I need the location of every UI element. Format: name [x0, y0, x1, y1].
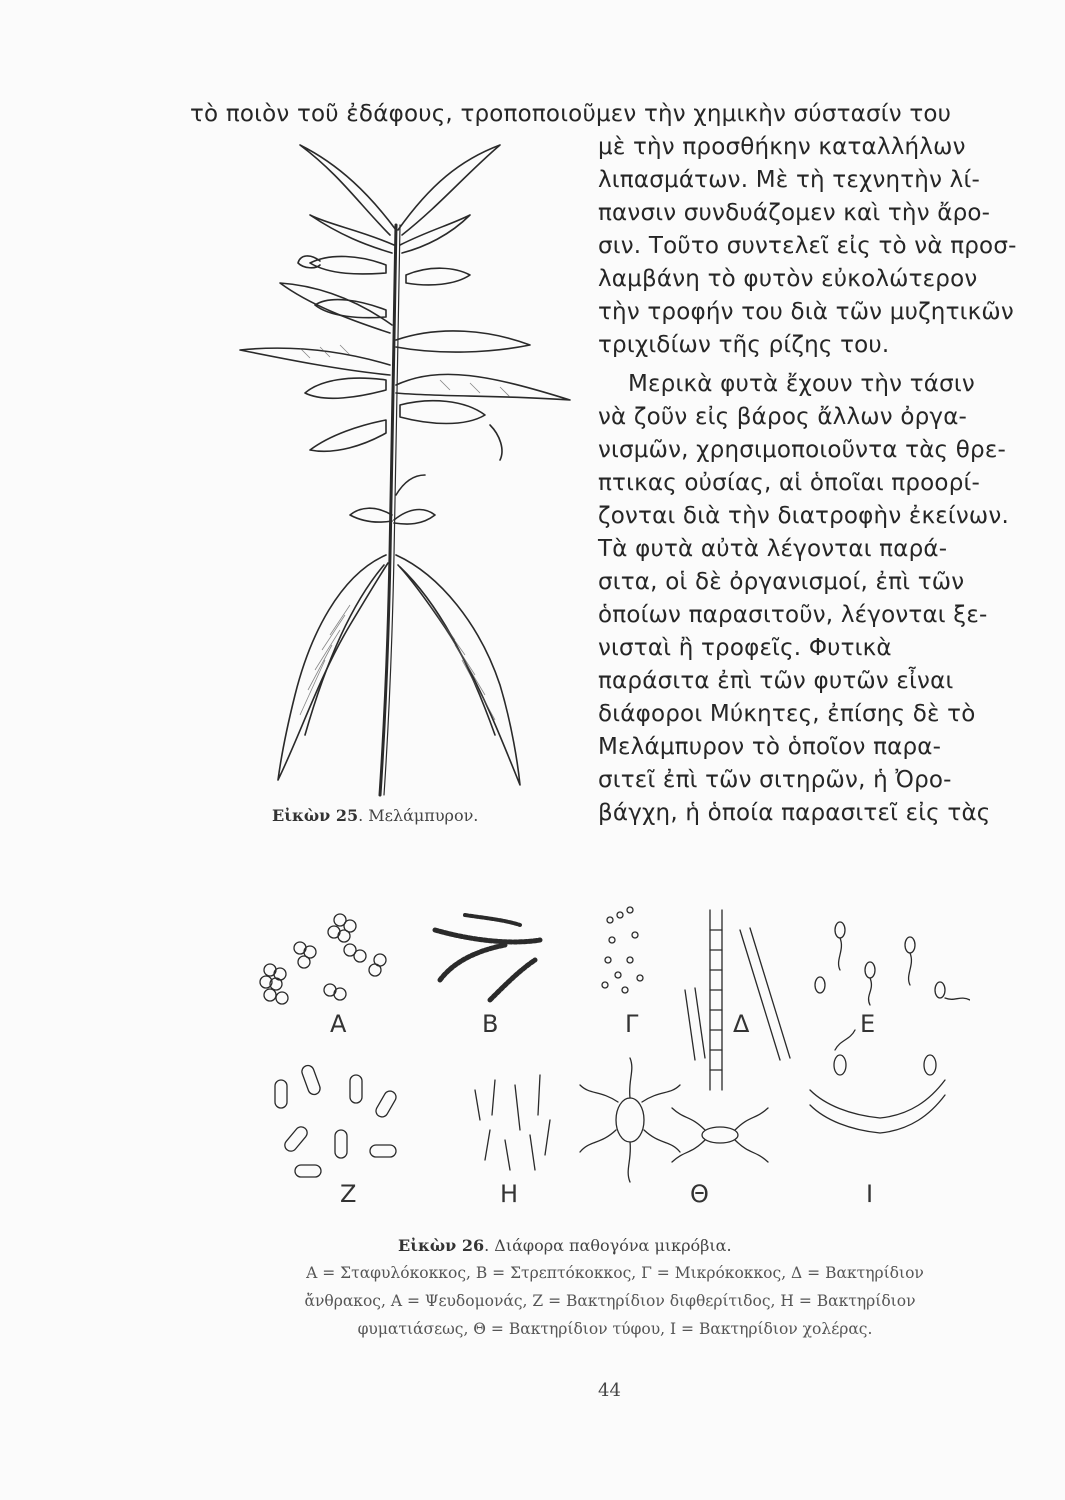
text-line-9: Μερικὰ φυτὰ ἔχουν τὴν τάσιν	[628, 371, 975, 397]
text-line-3: λιπασμάτων. Μὲ τὴ τεχνητὴν λί-	[598, 167, 980, 193]
text-line	[190, 100, 1026, 128]
staphylococcus-cluster	[260, 914, 386, 1004]
text-line-2: μὲ τὴν προσθήκην καταλλήλων	[598, 134, 966, 160]
text-line-16: ὁποίων παρασιτοῦν, λέγονται ξε-	[598, 602, 988, 628]
panel-label-G: Γ	[625, 1010, 639, 1038]
panel-label-E: Ε	[860, 1010, 876, 1038]
figure26-caption	[398, 1236, 732, 1255]
text-line-22: βάγχη, ἡ ὁποία παρασιτεῖ εἰς τὰς	[598, 800, 991, 826]
figure25-caption	[272, 806, 478, 825]
panel-label-B: Β	[482, 1010, 499, 1038]
text-line-7: τὴν τροφήν του διὰ τῶν μυζητικῶν	[598, 299, 1014, 325]
figure26-legend-line-2: ἄνθρακος, Α = Ψευδομονάς, Ζ = Βακτηρίδιον διφθερίτιδος, Η = Βακτηρίδιον	[304, 1292, 916, 1310]
text-line-20: Μελάμπυρον τὸ ὁποῖον παρα-	[598, 734, 942, 760]
text-line-14: Τὰ φυτὰ αὐτὰ λέγονται παρά-	[598, 536, 948, 562]
figure26-legend-line-1: Α = Σταφυλόκοκκος, Β = Στρεπτόκοκκος, Γ = Μικρόκοκκος, Δ = Βακτηρίδιον	[306, 1264, 924, 1282]
text-line-12: πτικας οὐσίας, αἱ ὁποῖαι προορί-	[598, 470, 980, 496]
text-line-13: ζονται διὰ τὴν διατροφὴν ἐκείνων.	[598, 503, 1009, 529]
panel-label-I: Ι	[866, 1180, 874, 1208]
panel-label-A: Α	[330, 1010, 347, 1038]
text-line-6: λαμβάνη τὸ φυτὸν εὐκολώτερον	[598, 266, 978, 292]
melampyrum-plant-illustration	[200, 135, 590, 815]
panel-label-TH: Θ	[690, 1180, 709, 1208]
text-line-21: σιτεῖ ἐπὶ τῶν σιτηρῶν, ἡ Ὀρο-	[598, 767, 952, 793]
figure25-label: Εἰκὼν 25	[272, 806, 359, 825]
panel-label-Z: Ζ	[340, 1180, 357, 1208]
panel-label-H: Η	[500, 1180, 519, 1208]
text-line-17: νισταὶ ἢ τροφεῖς. Φυτικὰ	[598, 635, 892, 661]
text-line-18: παράσιτα ἐπὶ τῶν φυτῶν εἶναι	[598, 668, 954, 694]
figure26-title: . Διάφορα παθογόνα μικρόβια.	[484, 1236, 732, 1255]
figure26-legend-line-3: φυματιάσεως, Θ = Βακτηρίδιον τύφου, Ι = Βακτηρίδιον χολέρας.	[357, 1320, 873, 1338]
text-line-11: νισμῶν, χρησιμοποιοῦντα τὰς θρε-	[598, 437, 1006, 463]
text-line-10: νὰ ζοῦν εἰς βάρος ἄλλων ὀργα-	[598, 404, 968, 430]
microbes-illustration	[240, 890, 970, 1190]
text-line-15: σιτα, οἱ δὲ ὀργανισμοί, ἐπὶ τῶν	[598, 569, 965, 595]
text-line-19: διάφοροι Μύκητες, ἐπίσης δὲ τὸ	[598, 701, 976, 727]
text-line-5: σιν. Τοῦτο συντελεῖ εἰς τὸ νὰ προσ-	[598, 233, 1017, 259]
panel-label-D: Δ	[733, 1010, 750, 1038]
text-line-4: πανσιν συνδυάζομεν καὶ τὴν ἄρο-	[598, 200, 991, 226]
text-line-8: τριχιδίων τῆς ρίζης του.	[598, 332, 890, 358]
figure26-label: Εἰκὼν 26	[398, 1236, 485, 1255]
text-line-1: τὸ ποιὸν τοῦ ἐδάφους, τροποποιοῦμεν τὴν χημικὴν σύστασίν του	[190, 101, 952, 127]
figure25-title: . Μελάμπυρον.	[358, 806, 479, 825]
page-number: 44	[598, 1380, 621, 1401]
